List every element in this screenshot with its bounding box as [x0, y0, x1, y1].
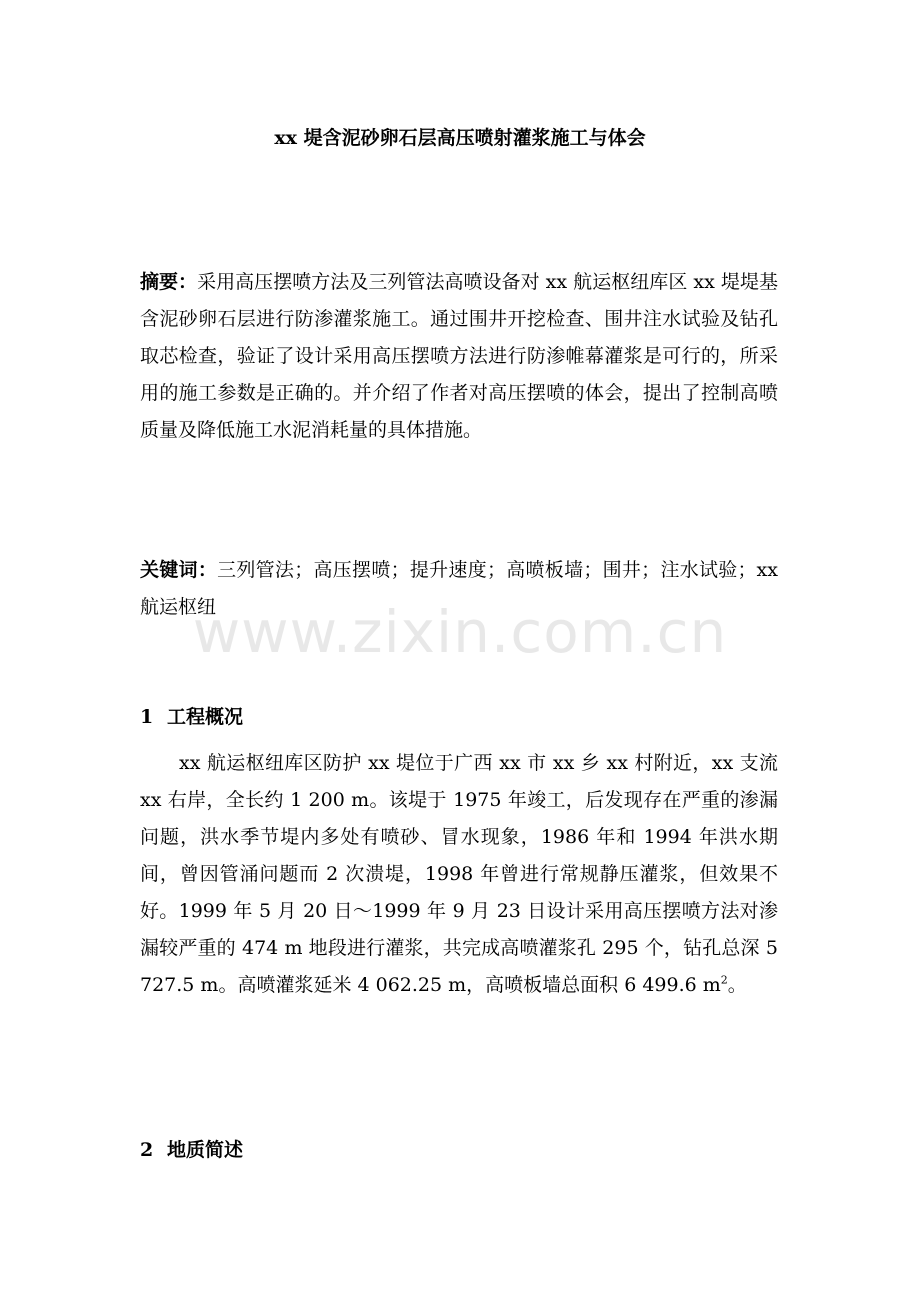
section-1-body-text: xx 航运枢纽库区防护 xx 堤位于广西 xx 市 xx 乡 xx 村附近，xx 支流 xx 右岸，全长约 1 200 m。该堤于 1975 年竣工，后发现存在严重的渗漏问题，洪水季节堤内多处有喷砂、冒水现象，1986 年和 1994 年洪水期间，曾因管涌问题而 2 次溃堤，1998 年曾进行常规静压灌浆，但效果不好。1999 年 5 月 20 日～1999 年 9 月 23 日设计采用高压摆喷方法对渗漏较严重的 474 m 地段进行灌浆，共完成高喷灌浆孔 295 个，钻孔总深 5 727.5 m。高喷灌浆延米 4 062.25 m，高喷板墙总面积 6 499.6 m	[140, 752, 778, 996]
section-2-number: 2	[140, 1139, 154, 1161]
keywords-paragraph	[140, 552, 778, 626]
watermark: www.zixin.com.cn	[192, 598, 728, 666]
abstract-label: 摘要：	[140, 271, 198, 293]
section-2-title: 地质简述	[167, 1139, 244, 1161]
section-1-number: 1	[140, 706, 154, 728]
keywords-text: 三列管法；高压摆喷；提升速度；高喷板墙；围井；注水试验；xx 航运枢纽	[140, 559, 778, 618]
keywords-label: 关键词：	[140, 559, 218, 581]
area-unit-superscript: 2	[720, 973, 728, 987]
abstract-text: 采用高压摆喷方法及三列管法高喷设备对 xx 航运枢纽库区 xx 堤堤基含泥砂卵石层进行防渗灌浆施工。通过围井开挖检查、围井注水试验及钻孔取芯检查，验证了设计采用高压摆喷方法进行防渗帷幕灌浆是可行的，所采用的施工参数是正确的。并介绍了作者对高压摆喷的体会，提出了控制高喷质量及降低施工水泥消耗量的具体措施。	[140, 271, 778, 441]
section-2-heading	[140, 1132, 243, 1169]
section-1-body	[140, 745, 778, 1004]
document-title: xx 堤含泥砂卵石层高压喷射灌浆施工与体会	[274, 127, 646, 149]
section-1-heading	[140, 699, 243, 736]
abstract-paragraph	[140, 264, 778, 449]
section-1-body-end: 。	[727, 974, 747, 996]
section-1-title: 工程概况	[167, 706, 244, 728]
